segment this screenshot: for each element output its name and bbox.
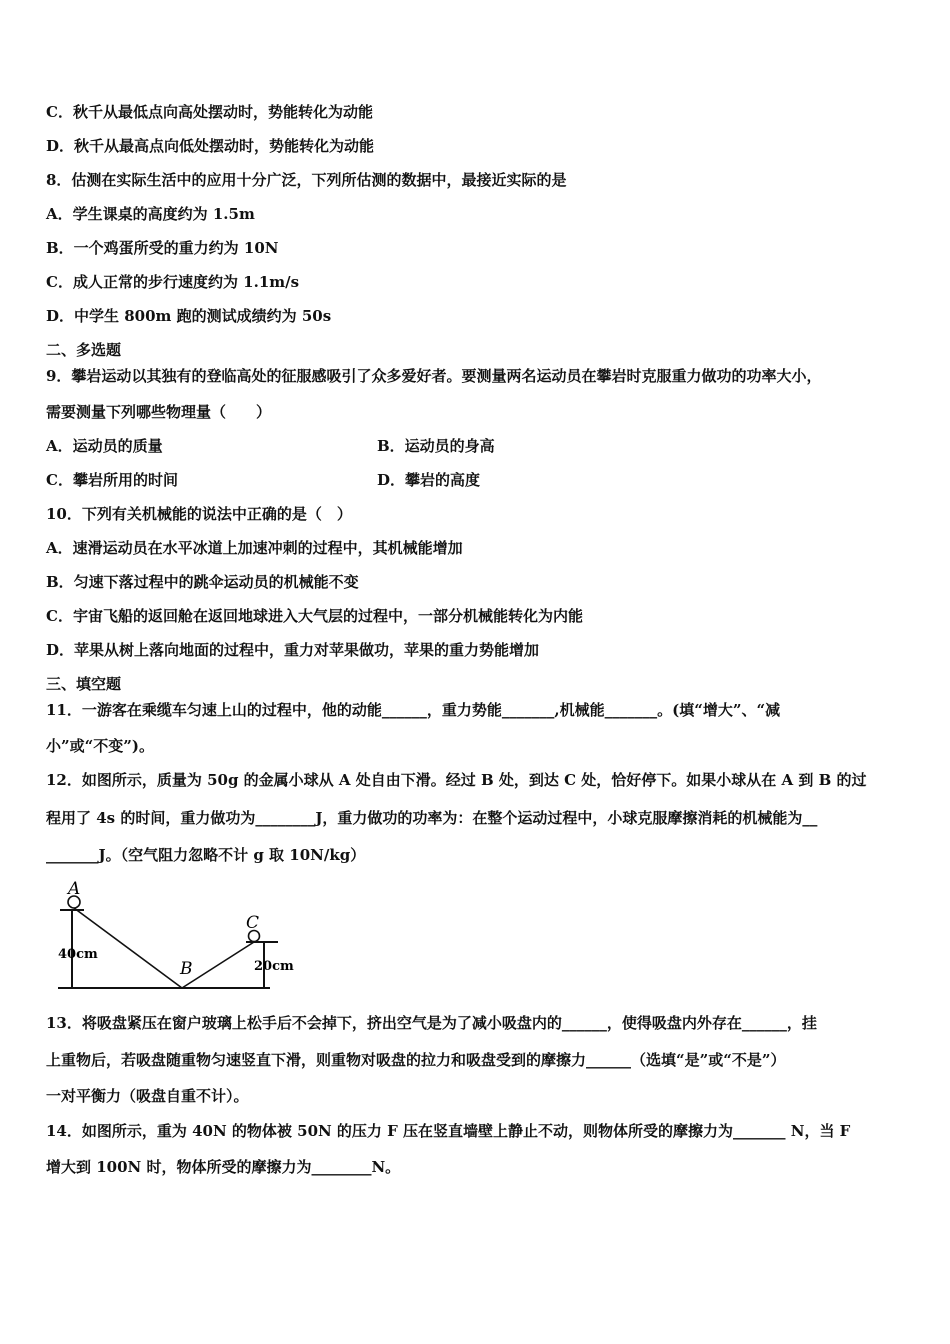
question-11-line1: 11．一游客在乘缆车匀速上山的过程中，他的动能______，重力势能_______,机械能_______。(填“增大”、“减 [46,701,781,719]
question-14-line2: 增大到 100N 时，物体所受的摩擦力为________N。 [46,1158,401,1176]
option-9c: C．攀岩所用的时间 [46,471,178,489]
question-12-line3: _______J。（空气阻力忽略不计 g 取 10N/kg） [46,846,366,864]
question-13-line1: 13．将吸盘紧压在窗户玻璃上松手后不会掉下，挤出空气是为了减小吸盘内的______，使得吸盘内外存在______，挂 [46,1014,817,1032]
section-multi-choice: 二、多选题 [46,341,122,359]
option-10a: A．速滑运动员在水平冰道上加速冲刺的过程中，其机械能增加 [46,539,463,557]
question-9-line1: 9．攀岩运动以其独有的登临高处的征服感吸引了众多爱好者。要测量两名运动员在攀岩时克服重力做功的功率大小， [46,367,822,385]
option-8b: B．一个鸡蛋所受的重力约为 10N [46,239,279,257]
option-7c: C．秋千从最低点向高处摆动时，势能转化为动能 [46,103,373,121]
option-9a: A．运动员的质量 [46,437,163,455]
option-10b: B．匀速下落过程中的跳伞运动员的机械能不变 [46,573,359,591]
option-10d: D．苹果从树上落向地面的过程中，重力对苹果做功，苹果的重力势能增加 [46,641,540,659]
label-b: B [180,959,193,979]
question-12-line1: 12．如图所示，质量为 50g 的金属小球从 A 处自由下滑。经过 B 处，到达 C 处，恰好停下。如果小球从在 A 到 B 的过 [46,771,867,789]
question-12-line2: 程用了 4s 的时间，重力做功为________J，重力做功的功率为：在整个运动过程中，小球克服摩擦消耗的机械能为__ [46,809,818,827]
section-fill-blank: 三、填空题 [46,675,122,693]
question-13-line3: 一对平衡力（吸盘自重不计）。 [46,1087,249,1105]
option-7d: D．秋千从最高点向低处摆动时，势能转化为动能 [46,137,375,155]
label-height-a: 40cm [58,947,98,962]
option-9b: B．运动员的身高 [377,437,495,455]
question-8: 8．估测在实际生活中的应用十分广泛，下列所估测的数据中，最接近实际的是 [46,171,567,189]
incline-figure [50,878,310,998]
label-height-c: 20cm [254,959,294,974]
question-13-line2: 上重物后，若吸盘随重物匀速竖直下滑，则重物对吸盘的拉力和吸盘受到的摩擦力______（选填“是”或“不是”） [46,1051,786,1069]
option-8a: A．学生课桌的高度约为 1.5m [46,205,255,223]
option-10c: C．宇宙飞船的返回舱在返回地球进入大气层的过程中，一部分机械能转化为内能 [46,607,583,625]
question-10: 10．下列有关机械能的说法中正确的是（ ） [46,505,352,523]
option-9d: D．攀岩的高度 [377,471,481,489]
question-11-line2: 小”或“不变”)。 [46,737,154,755]
option-8c: C．成人正常的步行速度约为 1.1m/s [46,273,300,291]
label-c: C [246,913,260,933]
question-9-line2: 需要测量下列哪些物理量（ ） [46,403,272,421]
label-a: A [68,879,81,899]
question-14-line1: 14．如图所示，重为 40N 的物体被 50N 的压力 F 压在竖直墙壁上静止不动，则物体所受的摩擦力为_______ N，当 F [46,1122,851,1140]
option-8d: D．中学生 800m 跑的测试成绩约为 50s [46,307,332,325]
